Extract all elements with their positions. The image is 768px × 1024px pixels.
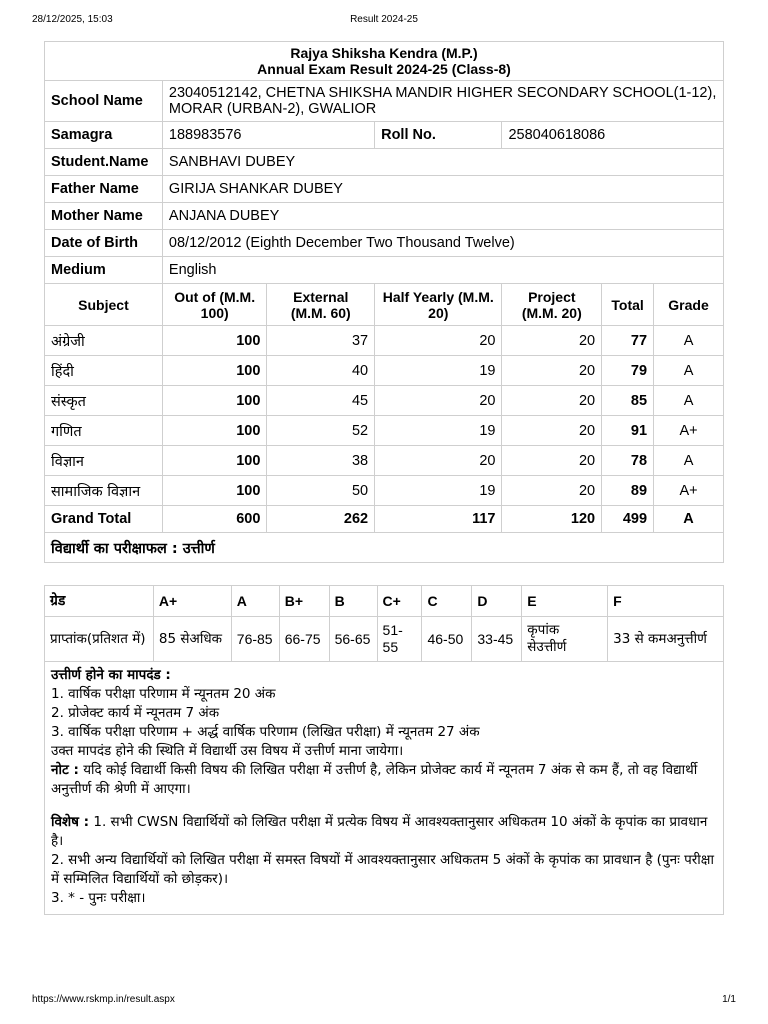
range-line: अनुत्तीर्ण: [666, 630, 707, 647]
range-line: 33-: [477, 630, 498, 647]
print-datetime: 28/12/2025, 15:03: [32, 14, 113, 25]
grand-total-grade: A: [654, 506, 724, 533]
marks-row: [45, 416, 724, 446]
project-cell: 20: [502, 386, 602, 416]
half-yearly-cell: 19: [375, 416, 502, 446]
grade-label: ग्रेड: [45, 586, 154, 617]
project-cell: 20: [502, 356, 602, 386]
grade-cell: A+: [654, 416, 724, 446]
out-of-cell: 100: [162, 326, 267, 356]
project-cell: 20: [502, 476, 602, 506]
marks-row: [45, 326, 724, 356]
criteria-item: 2. प्रोजेक्ट कार्य में न्यूनतम 7 अंक: [51, 705, 220, 721]
grade-cell: A+: [153, 586, 231, 617]
half-yearly-cell: 20: [375, 326, 502, 356]
print-page-number: 1/1: [722, 994, 736, 1005]
col-project: Project (M.M. 20): [502, 284, 602, 326]
grade-cell: C: [422, 586, 472, 617]
medium-value: English: [162, 257, 723, 284]
col-out-of: Out of (M.M. 100): [162, 284, 267, 326]
school-name-value: 23040512142, CHETNA SHIKSHA MANDIR HIGHER SECONDARY SCHOOL(1-12), MORAR (URBAN-2), GWALIOR: [162, 81, 723, 122]
result-table: [44, 41, 724, 563]
col-total: Total: [602, 284, 654, 326]
student-name-value: SANBHAVI DUBEY: [162, 149, 723, 176]
range-line: 56-: [334, 630, 355, 647]
grade-row: [45, 586, 724, 617]
samagra-label: Samagra: [45, 122, 163, 149]
range-line: 33 से कम: [613, 630, 667, 647]
special-item: 1. सभी CWSN विद्यार्थियों को लिखित परीक्षा में प्रत्येक विषय में आवश्यक्तानुसार अधिकतम 10 अंकों के कृपांक का प्रावधान है।: [51, 814, 708, 849]
subject-cell: सामाजिक विज्ञान: [45, 476, 163, 506]
total-cell: 91: [602, 416, 654, 446]
range-line: कृपांक से: [527, 622, 560, 655]
range-line: 76-: [236, 630, 258, 647]
grade-cell: A: [654, 446, 724, 476]
grade-criteria-table: [44, 585, 724, 915]
criteria-heading: उत्तीर्ण होने का मापदंड :: [51, 667, 171, 683]
dob-value: 08/12/2012 (Eighth December Two Thousand Twelve): [162, 230, 723, 257]
range-line: 45: [497, 630, 514, 647]
marks-row: [45, 476, 724, 506]
range-cell: [608, 617, 724, 662]
out-of-cell: 100: [162, 446, 267, 476]
father-name-value: GIRIJA SHANKAR DUBEY: [162, 176, 723, 203]
school-name-label: School Name: [45, 81, 163, 122]
range-cell: [522, 617, 608, 662]
project-cell: 20: [502, 416, 602, 446]
project-cell: 20: [502, 326, 602, 356]
range-line: उत्तीर्ण: [536, 639, 567, 655]
total-cell: 78: [602, 446, 654, 476]
range-label-line2: (प्रतिशत में): [86, 630, 146, 647]
note: [51, 761, 717, 799]
external-cell: 50: [267, 476, 375, 506]
roll-label: Roll No.: [375, 122, 502, 149]
range-cell: [153, 617, 231, 662]
marks-row: [45, 386, 724, 416]
external-cell: 38: [267, 446, 375, 476]
grand-total-label: Grand Total: [45, 506, 163, 533]
note-text: यदि कोई विद्यार्थी किसी विषय की लिखित परीक्षा में उत्तीर्ण है, लेकिन प्रोजेक्ट कार्य में न्यूनतम 7 अंक से कम हैं, तो वह विद्यार्थी अनुत्तीर्ण की श्रेणी में आएगा।: [51, 762, 698, 797]
mother-name-value: ANJANA DUBEY: [162, 203, 723, 230]
range-line: 65: [354, 630, 371, 647]
heading-line2: Annual Exam Result 2024-25 (Class-8): [257, 61, 511, 77]
range-label-line1: प्राप्तांक: [50, 630, 87, 647]
criteria-item: उक्त मापदंड होने की स्थिति में विद्यार्थी उस विषय में उत्तीर्ण माना जायेगा।: [51, 743, 404, 759]
pass-criteria: [45, 662, 724, 915]
range-line: 51-: [382, 622, 403, 638]
heading-line1: Rajya Shiksha Kendra (M.P.): [290, 45, 478, 61]
half-yearly-cell: 20: [375, 386, 502, 416]
total-cell: 77: [602, 326, 654, 356]
roll-value: 258040618086: [502, 122, 724, 149]
external-cell: 40: [267, 356, 375, 386]
grade-cell: D: [472, 586, 522, 617]
range-line: 46-: [427, 630, 448, 647]
external-cell: 37: [267, 326, 375, 356]
grand-total-total: 499: [602, 506, 654, 533]
range-cell: [377, 617, 422, 662]
special: [51, 813, 717, 851]
note-label: नोट :: [51, 762, 79, 778]
grade-cell: C+: [377, 586, 422, 617]
range-line: 85 से: [158, 630, 190, 647]
subject-cell: अंग्रेजी: [45, 326, 163, 356]
dob-label: Date of Birth: [45, 230, 163, 257]
total-cell: 85: [602, 386, 654, 416]
medium-label: Medium: [45, 257, 163, 284]
col-subject: Subject: [45, 284, 163, 326]
half-yearly-cell: 19: [375, 476, 502, 506]
half-yearly-cell: 19: [375, 356, 502, 386]
special-label: विशेष :: [51, 814, 90, 830]
grand-total-out-of: 600: [162, 506, 267, 533]
range-line: 75: [304, 630, 321, 647]
marks-row: [45, 446, 724, 476]
samagra-value: 188983576: [162, 122, 374, 149]
range-line: 85: [257, 630, 273, 647]
print-url: https://www.rskmp.in/result.aspx: [32, 994, 175, 1005]
grade-cell: A: [231, 586, 279, 617]
criteria-item: 1. वार्षिक परीक्षा परिणाम में न्यूनतम 20 अंक: [51, 686, 276, 702]
grade-cell: E: [522, 586, 608, 617]
out-of-cell: 100: [162, 416, 267, 446]
external-cell: 45: [267, 386, 375, 416]
grade-cell: B: [329, 586, 377, 617]
grand-total-row: [45, 506, 724, 533]
col-half-yearly: Half Yearly (M.M. 20): [375, 284, 502, 326]
range-cell: [329, 617, 377, 662]
project-cell: 20: [502, 446, 602, 476]
out-of-cell: 100: [162, 386, 267, 416]
out-of-cell: 100: [162, 476, 267, 506]
range-cell: [231, 617, 279, 662]
special-item: 2. सभी अन्य विद्यार्थियों को लिखित परीक्षा में समस्त विषयों में आवश्यक्तानुसार अधिकतम 5 अंकों के कृपांक का प्रावधान है (पुनः परीक्षा में सम्मिलित विद्यार्थियों को छोड़कर)।: [51, 852, 714, 887]
total-cell: 79: [602, 356, 654, 386]
range-line: 66-: [284, 630, 305, 647]
special-item: 3. * - पुनः परीक्षा।: [51, 890, 146, 906]
total-cell: 89: [602, 476, 654, 506]
grade-cell: A: [654, 386, 724, 416]
father-name-label: Father Name: [45, 176, 163, 203]
range-cell: [422, 617, 472, 662]
grade-cell: F: [608, 586, 724, 617]
grand-total-external: 262: [267, 506, 375, 533]
grade-cell: A: [654, 356, 724, 386]
grade-cell: A: [654, 326, 724, 356]
range-label: [45, 617, 154, 662]
student-name-label: Student.Name: [45, 149, 163, 176]
range-line: 50: [447, 630, 464, 647]
result-line: विद्यार्थी का परीक्षाफल : उत्तीर्ण: [45, 533, 724, 563]
range-cell: [279, 617, 329, 662]
out-of-cell: 100: [162, 356, 267, 386]
grand-total-half-yearly: 117: [375, 506, 502, 533]
external-cell: 52: [267, 416, 375, 446]
grand-total-project: 120: [502, 506, 602, 533]
subject-cell: गणित: [45, 416, 163, 446]
subject-cell: विज्ञान: [45, 446, 163, 476]
col-external: External (M.M. 60): [267, 284, 375, 326]
mother-name-label: Mother Name: [45, 203, 163, 230]
subject-cell: हिंदी: [45, 356, 163, 386]
range-cell: [472, 617, 522, 662]
marks-row: [45, 356, 724, 386]
grade-cell: B+: [279, 586, 329, 617]
range-line: 55: [382, 639, 399, 655]
grade-cell: A+: [654, 476, 724, 506]
range-line: अधिक: [189, 630, 222, 647]
half-yearly-cell: 20: [375, 446, 502, 476]
print-title: Result 2024-25: [350, 14, 418, 25]
subject-cell: संस्कृत: [45, 386, 163, 416]
result-heading: [45, 42, 724, 81]
col-grade: Grade: [654, 284, 724, 326]
range-row: [45, 617, 724, 662]
criteria-item: 3. वार्षिक परीक्षा परिणाम + अर्द्ध वार्षिक परिणाम (लिखित परीक्षा) में न्यूनतम 27 अंक: [51, 724, 480, 740]
